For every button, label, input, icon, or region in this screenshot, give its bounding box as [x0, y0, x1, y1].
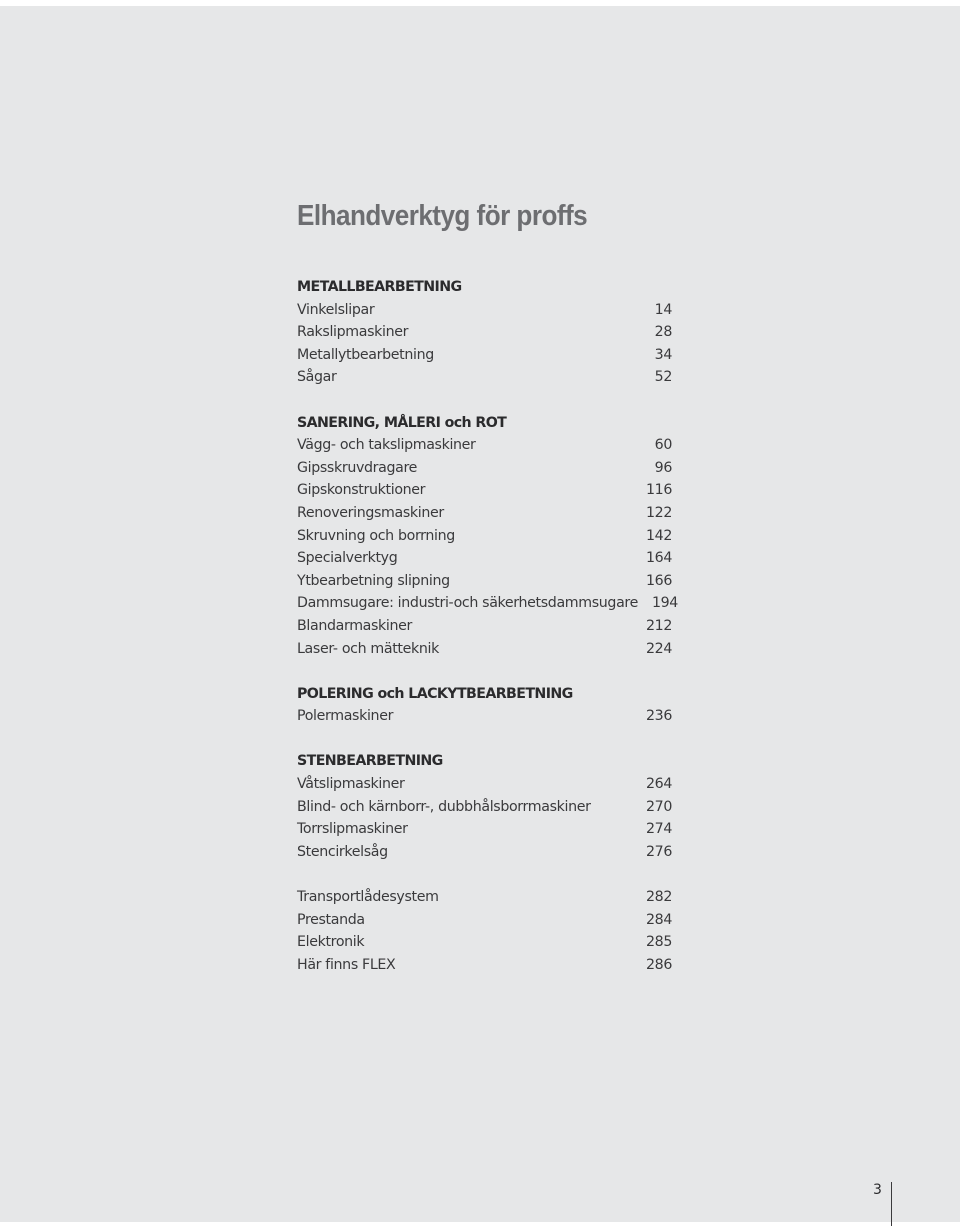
toc-entry-label: Vinkelslipar: [297, 301, 375, 318]
toc-entry[interactable]: [297, 931, 672, 954]
toc-entry-label: Dammsugare: industri-och säkerhetsdammsugare: [297, 595, 638, 612]
toc-entry-label: Specialverktyg: [297, 550, 398, 567]
toc-entry-label: Laser- och mätteknik: [297, 640, 439, 657]
toc-entry-label: Sågar: [297, 369, 337, 386]
toc-entry[interactable]: [297, 299, 672, 322]
toc-entry-label: Torrslipmaskiner: [297, 821, 408, 838]
toc-section-heading-text: METALLBEARBETNING: [297, 279, 462, 295]
toc-entry-page-number: 96: [654, 459, 672, 476]
toc-entry-page-number: 194: [651, 595, 678, 612]
toc-entry-label: Metallytbearbetning: [297, 346, 434, 363]
toc-entry-label: Blind- och kärnborr-, dubbhålsborrmaskiner: [297, 798, 591, 815]
toc-entry-label: Vägg- och takslipmaskiner: [297, 437, 476, 454]
toc-entry-page-number: 14: [654, 301, 672, 318]
toc-entry-page-number: 236: [645, 708, 672, 725]
toc-section-heading: [297, 683, 672, 706]
toc-entry[interactable]: [297, 954, 672, 977]
toc-entry-page-number: 212: [645, 617, 672, 634]
toc-entry-page-number: 274: [645, 821, 672, 838]
toc-entry-page-number: 224: [645, 640, 672, 657]
toc-entry-page-number: 52: [654, 369, 672, 386]
toc-entry[interactable]: [297, 592, 678, 615]
toc-entry-page-number: 34: [654, 346, 672, 363]
toc-entry-label: Elektronik: [297, 934, 365, 951]
page-number-rule: [891, 1182, 892, 1226]
table-of-contents: [297, 276, 678, 999]
toc-entry[interactable]: [297, 457, 672, 480]
toc-entry-page-number: 60: [654, 437, 672, 454]
toc-entry-label: Rakslipmaskiner: [297, 324, 409, 341]
toc-entry-label: Transportlådesystem: [297, 889, 439, 906]
toc-entry-page-number: 122: [645, 504, 672, 521]
toc-entry[interactable]: [297, 705, 672, 728]
toc-section-heading-text: SANERING, MÅLERI och ROT: [297, 414, 507, 431]
toc-entry-page-number: 142: [645, 527, 672, 544]
toc-entry[interactable]: [297, 502, 672, 525]
toc-entry[interactable]: [297, 321, 672, 344]
toc-entry[interactable]: [297, 615, 672, 638]
toc-entry-label: Här finns FLEX: [297, 956, 396, 973]
toc-section-heading: [297, 412, 672, 435]
toc-entry-page-number: 270: [645, 798, 672, 815]
toc-section: [297, 886, 672, 976]
toc-section: [297, 276, 672, 389]
page-number: 3: [873, 1182, 882, 1198]
toc-entry[interactable]: [297, 886, 672, 909]
document-page: [0, 6, 960, 1222]
toc-entry-page-number: 166: [645, 572, 672, 589]
page-title: Elhandverktyg för proffs: [297, 200, 588, 232]
toc-entry-page-number: 164: [645, 550, 672, 567]
toc-entry[interactable]: [297, 479, 672, 502]
toc-entry-label: Våtslipmaskiner: [297, 776, 405, 793]
toc-entry[interactable]: [297, 570, 672, 593]
toc-entry[interactable]: [297, 547, 672, 570]
toc-section-heading: [297, 276, 672, 299]
toc-entry-page-number: 116: [645, 482, 672, 499]
toc-section: [297, 683, 672, 728]
toc-entry[interactable]: [297, 525, 672, 548]
toc-entry-label: Renoveringsmaskiner: [297, 504, 444, 521]
toc-entry[interactable]: [297, 434, 672, 457]
toc-entry-page-number: 286: [645, 956, 672, 973]
toc-entry[interactable]: [297, 366, 672, 389]
toc-entry-label: Blandarmaskiner: [297, 617, 413, 634]
toc-entry[interactable]: [297, 638, 672, 661]
toc-entry-page-number: 276: [645, 843, 672, 860]
toc-entry-label: Ytbearbetning slipning: [297, 572, 450, 589]
toc-section-heading: [297, 750, 672, 773]
toc-entry[interactable]: [297, 796, 672, 819]
toc-section: [297, 750, 672, 863]
toc-entry-page-number: 264: [645, 776, 672, 793]
toc-entry-label: Polermaskiner: [297, 708, 394, 725]
toc-entry-page-number: 284: [645, 911, 672, 928]
toc-entry[interactable]: [297, 344, 672, 367]
toc-entry-label: Gipskonstruktioner: [297, 482, 426, 499]
toc-entry-label: Gipsskruvdragare: [297, 459, 418, 476]
toc-entry[interactable]: [297, 773, 672, 796]
toc-entry-label: Skruvning och borrning: [297, 527, 455, 544]
toc-section: [297, 412, 678, 661]
toc-entry[interactable]: [297, 909, 672, 932]
toc-section-heading-text: POLERING och LACKYTBEARBETNING: [297, 685, 573, 702]
toc-section-heading-text: STENBEARBETNING: [297, 753, 443, 770]
toc-entry-page-number: 28: [654, 324, 672, 341]
toc-entry[interactable]: [297, 841, 672, 864]
toc-entry-label: Stencirkelsåg: [297, 843, 388, 860]
toc-entry-page-number: 285: [645, 934, 672, 951]
toc-entry-page-number: 282: [645, 889, 672, 906]
toc-entry-label: Prestanda: [297, 911, 365, 928]
toc-entry[interactable]: [297, 818, 672, 841]
